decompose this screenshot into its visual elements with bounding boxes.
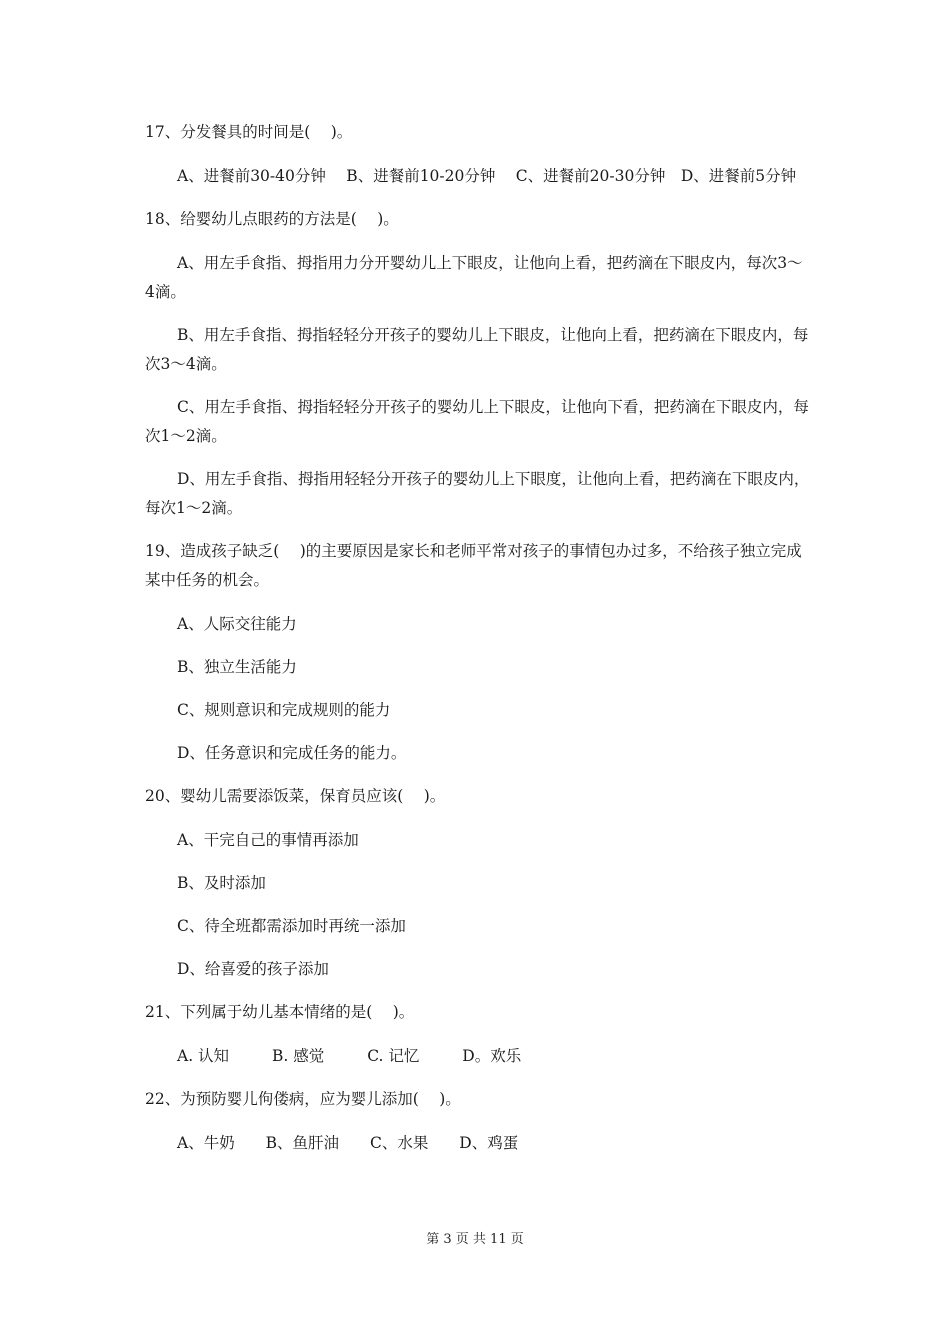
- question-22-option-c: C、水果: [369, 1134, 429, 1152]
- question-18-option-d: D、用左手食指、拇指用轻轻分开孩子的婴幼儿上下眼度，让他向上看，把药滴在下眼皮内，每次1～2滴。: [145, 470, 810, 517]
- question-20: 20、婴幼儿需要添饭菜，保育员应该( )。: [145, 787, 446, 805]
- question-21: 21、下列属于幼儿基本情绪的是( )。: [145, 1003, 415, 1021]
- question-20-option-a: A、干完自己的事情再添加: [177, 831, 359, 849]
- question-22-options: [145, 1129, 810, 1158]
- question-19: 19、造成孩子缺乏( )的主要原因是家长和老师平常对孩子的事情包办过多，不给孩子独立完成某中任务的机会。: [145, 542, 802, 589]
- question-18-option-c: C、用左手食指、拇指轻轻分开孩子的婴幼儿上下眼皮，让他向下看，把药滴在下眼皮内，每次1～2滴。: [145, 398, 809, 445]
- question-18: 18、给婴幼儿点眼药的方法是( )。: [145, 210, 399, 228]
- question-22: 22、为预防婴儿佝偻病，应为婴儿添加( )。: [145, 1090, 461, 1108]
- question-22-option-b: B、鱼肝油: [265, 1134, 340, 1152]
- question-21-option-d: D。欢乐: [462, 1047, 522, 1065]
- question-21-option-b: B. 感觉: [272, 1047, 325, 1065]
- page-footer: 第 3 页 共 11 页: [426, 1232, 524, 1247]
- question-21-option-c: C. 记忆: [367, 1047, 420, 1065]
- question-20-option-b: B、及时添加: [177, 874, 266, 892]
- question-21-option-a: A. 认知: [177, 1047, 230, 1065]
- question-19-option-a: A、人际交往能力: [177, 615, 297, 633]
- question-22-option-d: D、鸡蛋: [459, 1134, 519, 1152]
- question-list: [145, 118, 810, 1172]
- question-22-option-a: A、牛奶: [177, 1134, 235, 1152]
- question-19-option-d: D、任务意识和完成任务的能力。: [177, 744, 407, 762]
- question-20-option-c: C、待全班都需添加时再统一添加: [177, 917, 406, 935]
- question-17-options: A、进餐前30-40分钟 B、进餐前10-20分钟 C、进餐前20-30分钟 D、进餐前5分钟: [177, 167, 797, 185]
- question-20-option-d: D、给喜爱的孩子添加: [177, 960, 329, 978]
- question-18-option-b: B、用左手食指、拇指轻轻分开孩子的婴幼儿上下眼皮，让他向上看，把药滴在下眼皮内，每次3～4滴。: [145, 326, 809, 373]
- question-21-options: [145, 1042, 810, 1071]
- question-19-option-b: B、独立生活能力: [177, 658, 297, 676]
- question-17: 17、分发餐具的时间是( )。: [145, 123, 353, 141]
- question-19-option-c: C、规则意识和完成规则的能力: [177, 701, 391, 719]
- question-18-option-a: A、用左手食指、拇指用力分开婴幼儿上下眼皮，让他向上看，把药滴在下眼皮内，每次3～4滴。: [145, 254, 803, 301]
